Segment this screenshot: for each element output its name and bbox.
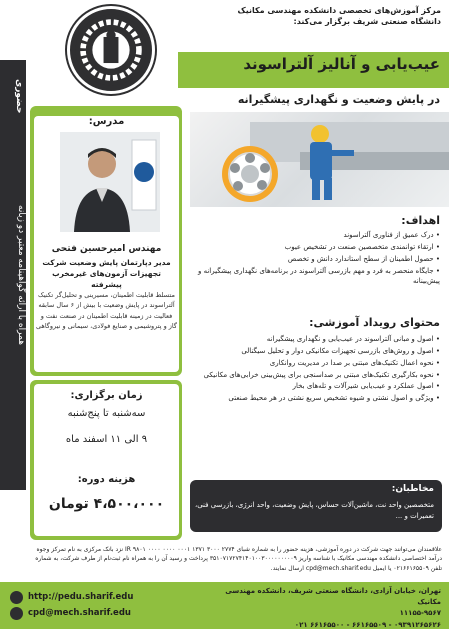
course-title: عیب‌یابی و آنالیز آلتراسوند (243, 55, 440, 73)
globe-icon (10, 591, 23, 604)
schedule-days: سه‌شنبه تا پنج‌شنبه (67, 408, 146, 419)
instructor-label: مدرس: (88, 116, 125, 127)
cost-value: ۴،۵۰۰،۰۰۰ تومان (48, 496, 165, 512)
audience-heading: مخاطبان: (391, 484, 434, 494)
footer-address: تهران، خیابان آزادی، دانشگاه صنعتی شریف، دانشکده مهندسی مکانیک (225, 587, 441, 607)
website-link[interactable]: http://pedu.sharif.edu (28, 592, 134, 602)
list-item: • اصول و مبانی آلتراسوند در عیب‌یابی و نگهداری پیشگیرانه (190, 334, 440, 345)
organizer-line-2: دانشگاه صنعتی شریف برگزار می‌کند: (293, 16, 441, 26)
email-link[interactable]: cpd@mech.sharif.edu (28, 608, 131, 618)
footer-contacts (10, 589, 170, 621)
footer-phones: ۰۹۳۹۱۲۶۵۶۲۶ - ۶۶۱۶۵۵۰۹ - ۶۶۱۶۵۵۰۰ ۰۲۱ (294, 620, 441, 629)
organizer-header (171, 6, 441, 28)
goals-list (190, 230, 440, 288)
email-icon (10, 607, 23, 620)
sharif-university-logo (67, 6, 155, 94)
list-item: • اصول و روش‌های بازرسی تجهیزات مکانیکی دوار و تحلیل سیگنالی (190, 346, 440, 357)
list-item: • نحوه بکارگیری تکنیک‌های مبتنی بر صداسنجی برای پیش‌بینی خرابی‌های مکانیکی (190, 370, 440, 381)
course-subtitle: در پایش وضعیت و نگهداری پیشگیرانه (237, 93, 440, 106)
list-item: • اصول عملکرد و عیب‌یابی شیرآلات و تله‌های بخار (190, 381, 440, 392)
content-list (190, 334, 440, 405)
email-row[interactable] (10, 605, 170, 621)
schedule-card (34, 384, 179, 536)
organizer-line-1: مرکز آموزش‌های تخصصی دانشکده مهندسی مکانیک (237, 6, 441, 15)
hero-illustration (190, 112, 449, 207)
website-row[interactable] (10, 589, 170, 605)
instructor-portrait-icon (60, 132, 160, 232)
list-item: • درک عمیق از فناوری آلتراسوند (190, 230, 440, 241)
instructor-bio: متسلط قابلیت اطمینان، مسیرینی و تحلیل‌گر تکنیک آلتراسوند در پایش وضعیت با بیش از ۶ سال سابقه فعالیت در زمینه قابلیت اطمینان در صنعت نفت و گاز و پتروشیمی و صنایع فولادی، سیمانی و نیروگاهی (35, 291, 177, 331)
list-item: • حصول اطمینان از سطح استاندارد دانش و تخصص (190, 254, 440, 265)
schedule-label: زمان برگزاری: (70, 390, 143, 401)
content-heading: محتوای رویداد آموزشی: (309, 316, 440, 329)
list-item: • ویژگی و اصول نشتی و شیوه تشخیص سریع نشتی در هر محیط صنعتی (190, 393, 440, 404)
list-item: • جایگاه منحصر به فرد و مهم بازرسی آلتراسوند در برنامه‌های نگهداری پیشگیرانه و پیش‌بینانه (190, 266, 440, 288)
instructor-photo (60, 132, 160, 232)
audience-text: متخصصین واحد نت، ماشین‌آلات حساس، پایش وضعیت، واحد انرژی، بازرسی فنی، تعمیرات و ... (194, 501, 434, 521)
list-item: • نحوه اعمال تکنیک‌های مبتنی بر صدا در مدیریت روانکاری (190, 358, 440, 369)
instructor-position: مدیر دپارتمان پایش وضعیت شرکت تجهیزات آزمون‌های غیرمخرب پیشرفته (42, 258, 171, 289)
goals-heading: اهداف: (401, 214, 440, 227)
cost-label: هزینه دوره: (77, 474, 136, 485)
attendance-mode: حضوری (14, 78, 24, 114)
footer-address-block (211, 586, 441, 629)
bearing-worker-illustration (190, 112, 449, 207)
list-item: • ارتقاء توانمندی متخصصین صنعت در تشخیص عیوب (190, 242, 440, 253)
gear-emblem-icon (70, 9, 152, 91)
certificate-note: همراه با ارائه گواهینامه معتبر دو زبانه (16, 204, 26, 346)
footer-postal: ۱۱۱۵۵-۹۵۶۷ (399, 609, 441, 618)
schedule-dates: ۹ الی ۱۱ اسفند ماه (65, 434, 148, 445)
instructor-name: مهندس امیرحسین فتحی (51, 244, 162, 254)
registration-notice: علاقمندان می‌توانند جهت شرکت در دوره آموزشی، هزینه حضور را به شماره شبای ۲۷۷۴ ۳۰۰۰ ۱۳۷۱ ۰۰۰۱ ۰۰۰۰ ۰۰۰۰ ۹۸۰۱ IR نزد بانک مرکزی به نام تمرکز وجوه درآمد اختصاصی دانشکده مهندسی مکانیک با شناسه واریز ۳۵۱۰۷۱۷۲۷۴۱۴۰۱۰۰۳۰۰۰۰۰۰۰۰۰۹ پرداخت و رسید آن را به همراه نام ثبت‌نام از طرف شرکت، به شماره تلفن ۰۲۱۶۶۱۶۵۵۰۹ یا ایمیل cpd@mech.sharif.edu ارسال نمایند. (35, 546, 442, 572)
